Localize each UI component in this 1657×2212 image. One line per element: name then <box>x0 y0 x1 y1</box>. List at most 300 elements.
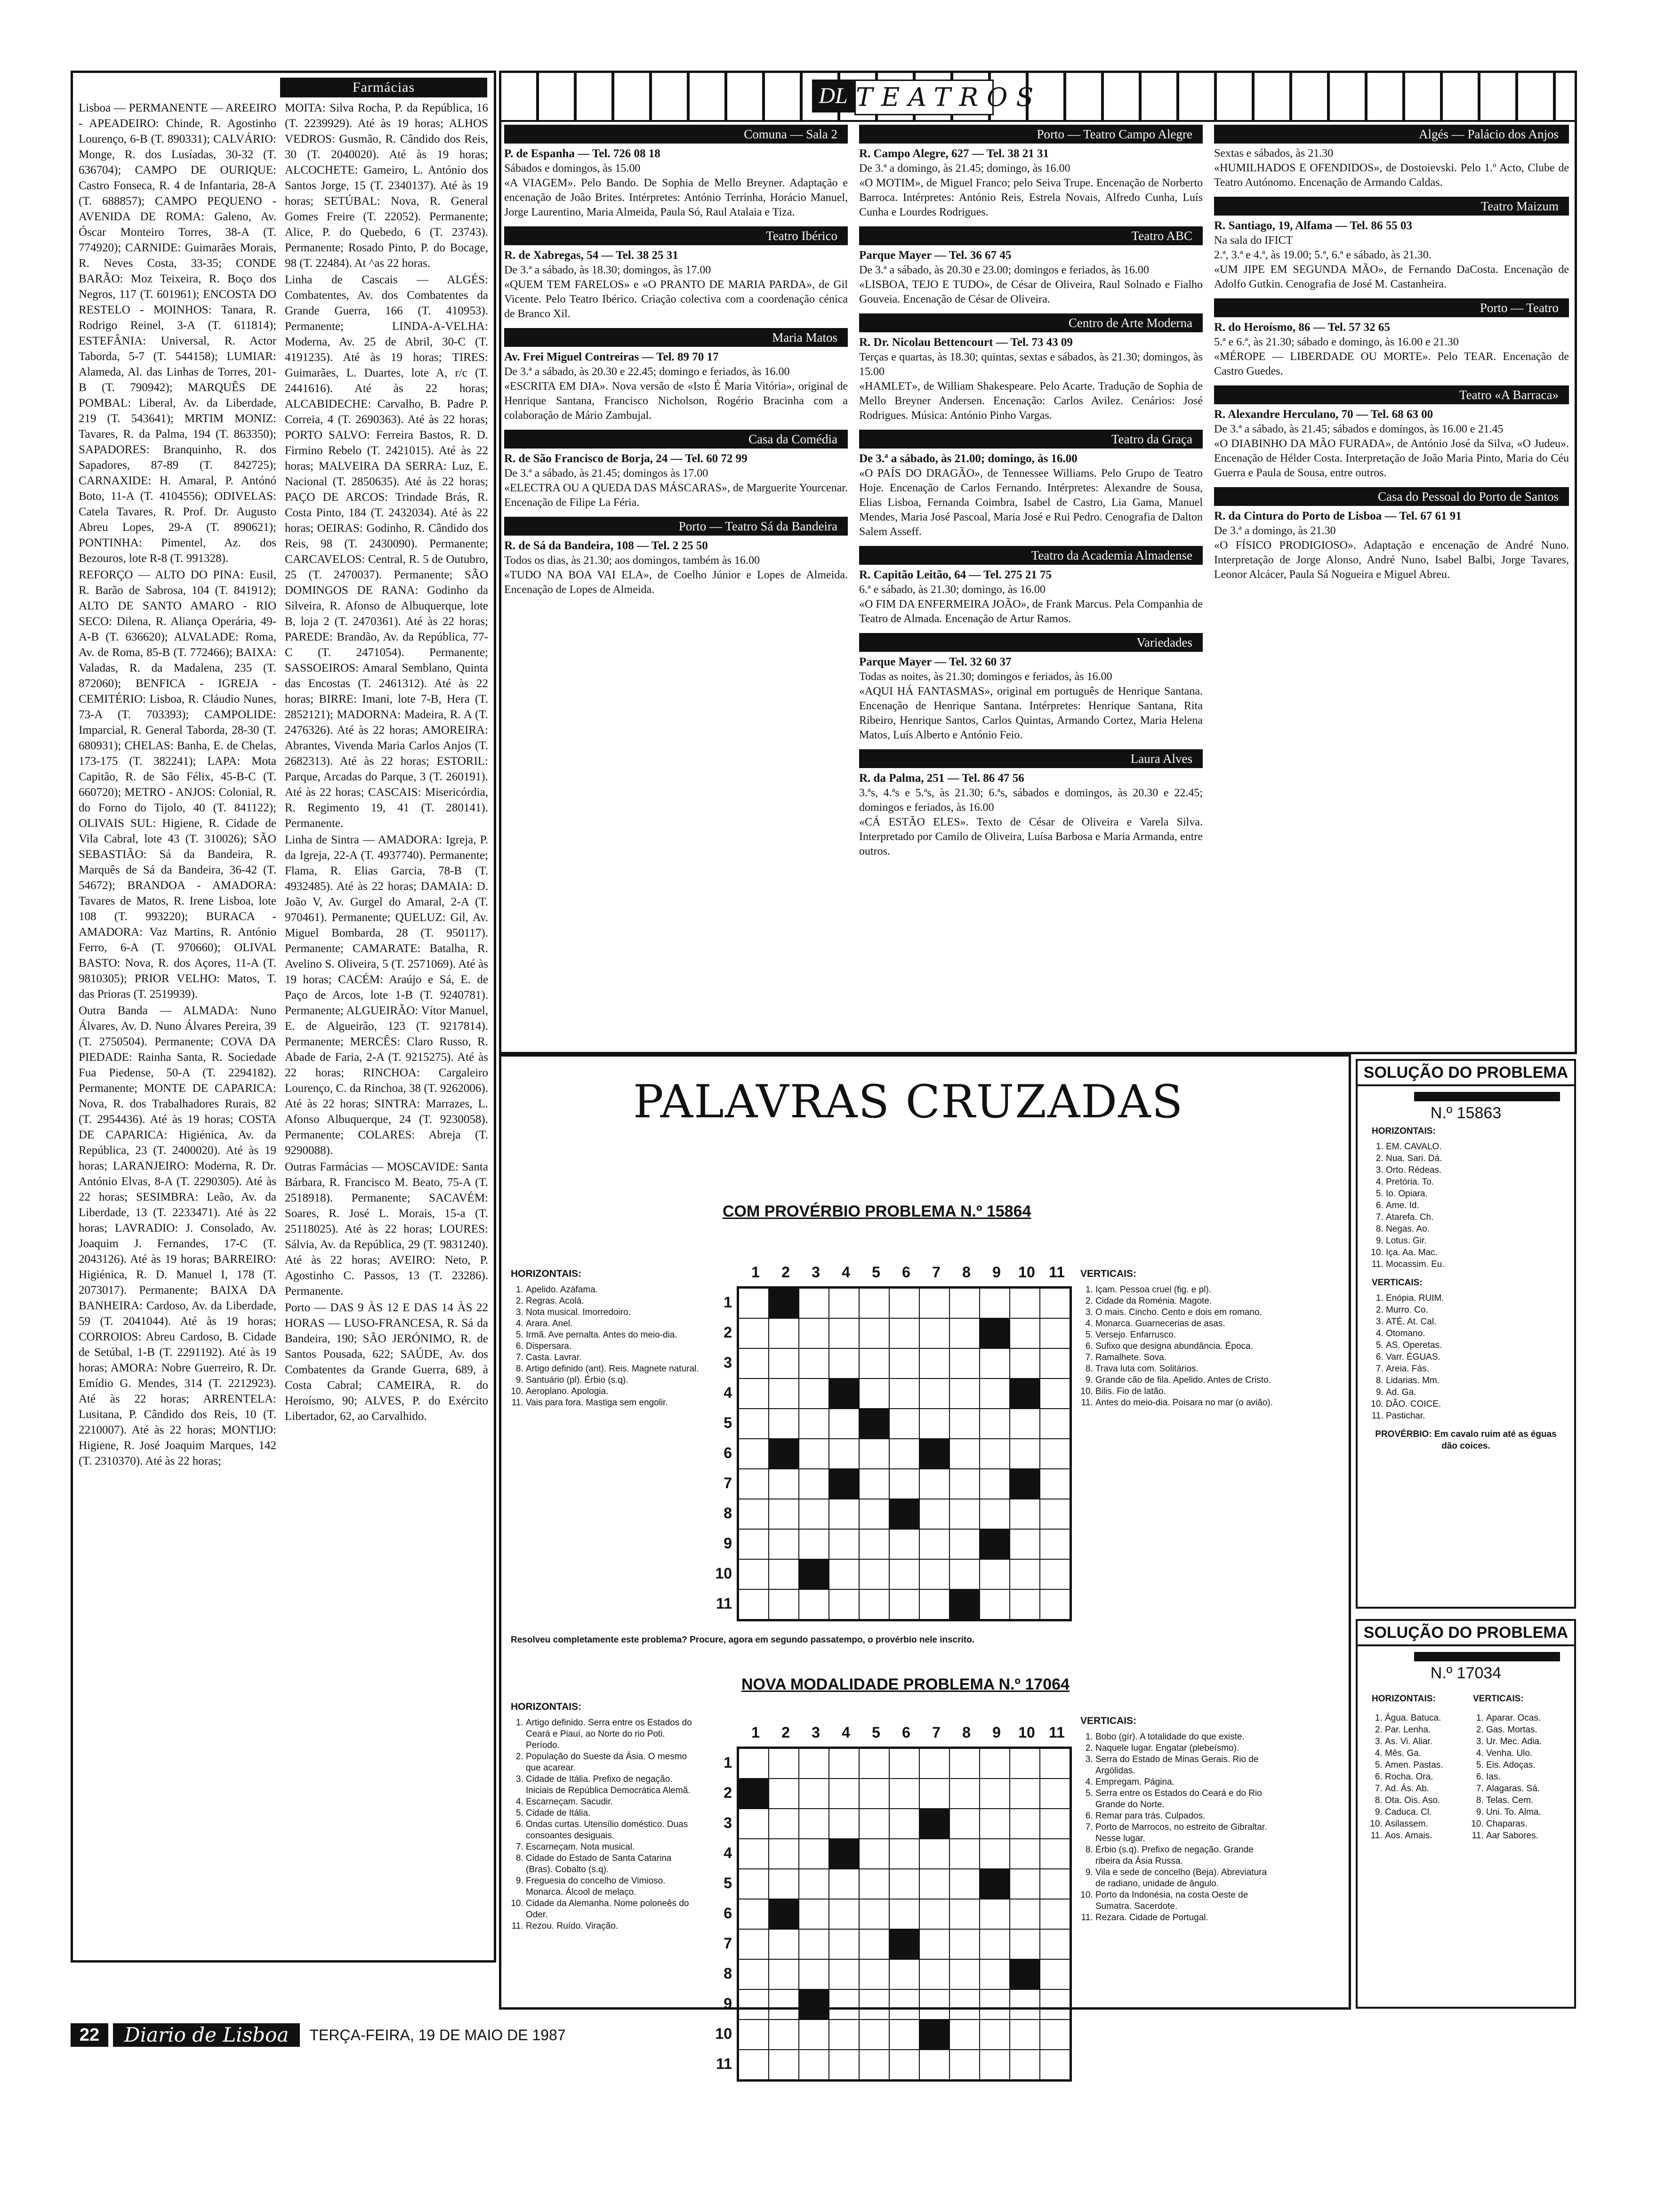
grid-cell <box>889 1288 919 1318</box>
grid-cell <box>889 1589 919 1619</box>
grid-cell <box>799 1899 829 1929</box>
grid-cell <box>949 2050 980 2080</box>
solution-1-title: SOLUÇÃO DO PROBLEMA <box>1358 1061 1574 1086</box>
clue-item: 5. Io. Opiara. <box>1386 1188 1560 1200</box>
grid-cell <box>1010 1288 1040 1318</box>
clue-item: 11. Aar Sabores. <box>1486 1830 1565 1842</box>
grid-cell <box>919 1748 949 1779</box>
theatre-address: R. do Heroísmo, 86 — Tel. 57 32 65 <box>1214 321 1390 334</box>
clue-item: 6. Ias. <box>1486 1771 1565 1783</box>
grid-cell <box>829 1809 859 1839</box>
column-number: 9 <box>992 1724 1001 1741</box>
grid-cell <box>889 1929 919 1959</box>
theatre-address: R. de Xabregas, 54 — Tel. 38 25 31 <box>504 249 678 262</box>
pharmacy-block: Porto — DAS 9 ÀS 12 E DAS 14 ÀS 22 HORAS — LUSO-FRANCESA, R. Sá da Bandeira, 190; SÃO JERÓNIMO, R. de Santos Pousada, 622; SAÚDE, Av. dos Combatentes da Grande Guerra, 689, à Costa Cabral; CAMEIRA, R. do Heroísmo, 90; ALVES, P. do Exército Libertador, 62, ao Carvalhido. <box>285 1301 488 1423</box>
theatre-listing <box>859 430 1203 539</box>
grid-cell <box>980 1469 1010 1499</box>
solution-1-bar <box>1414 1092 1560 1101</box>
grid-cell <box>739 1839 769 1869</box>
grid-cell <box>1040 1288 1070 1318</box>
grid-cell <box>949 2020 980 2050</box>
grid-cell <box>919 1959 949 1989</box>
grid-cell <box>949 1809 980 1839</box>
grid-cell <box>799 1288 829 1318</box>
theatre-name: Porto — Teatro Campo Alegre <box>859 125 1203 144</box>
theatre-listing <box>1214 487 1569 582</box>
column-number: 6 <box>902 1724 910 1741</box>
grid-cell <box>1040 1409 1070 1439</box>
grid-cell <box>769 1748 799 1779</box>
grid-cell <box>919 1989 949 2020</box>
theatre-description: «O PAÍS DO DRAGÃO», de Tennessee Williams. Pelo Grupo de Teatro Hoje. Encenação de Carlos Fernando. Intérpretes: Alexandre de Sousa, Elias Lisboa, Fernanda Coimbra, Isabel de Castro, Lia Gama, Manuel Mendes, Maria José Pascoal, Maria José e Rui Pedro. Cenografia de Dalton Salem Asseff. <box>859 467 1203 538</box>
row-number: 8 <box>724 1505 732 1522</box>
column-number: 7 <box>932 1264 941 1281</box>
grid-cell <box>980 1439 1010 1469</box>
clue-item: 10. Bilis. Fio de latão. <box>1095 1386 1278 1397</box>
problem-1-title: COM PROVÉRBIO PROBLEMA N.º 15864 <box>723 1202 1031 1220</box>
grid-cell <box>769 1869 799 1899</box>
theatre-name: Porto — Teatro Sá da Bandeira <box>504 517 848 536</box>
grid-cell <box>949 1499 980 1529</box>
grid-cell <box>769 1899 799 1929</box>
grid-cell <box>859 1288 889 1318</box>
theatre-listing <box>859 313 1203 423</box>
grid-cell <box>1010 2020 1040 2050</box>
pharmacies-header: Farmácias <box>280 78 487 97</box>
theatre-address: Av. Frei Miguel Contreiras — Tel. 89 70 17 <box>504 351 719 363</box>
clue-item: 3. As. Vi. Aliar. <box>1385 1736 1464 1747</box>
grid-cell <box>769 1989 799 2020</box>
grid-cell <box>739 1899 769 1929</box>
grid-cell <box>739 1409 769 1439</box>
clue-item: 2. Naquele lugar. Engatar (plebeísmo). <box>1095 1743 1278 1754</box>
grid-cell <box>889 1839 919 1869</box>
grid-cell <box>980 1559 1010 1589</box>
theatre-description: De 3.ª a domingo, às 21.45; domingo, às 16.00 «O MOTIM», de Miguel Franco; pelo Seiva Trupe. Encenação de Norberto Barroca. Intérpretes: António Reis, Estrela Novais, Alfredo Cunha, Luís Cunha e Lourdes Rodrigues. <box>859 162 1203 218</box>
grid-cell <box>739 1499 769 1529</box>
grid-cell <box>769 1439 799 1469</box>
grid-cell <box>1040 1559 1070 1589</box>
grid-cell <box>829 2050 859 2080</box>
grid-cell <box>949 1779 980 1809</box>
grid-cell <box>1040 1499 1070 1529</box>
theatre-name: Teatro Maizum <box>1214 197 1569 216</box>
pharmacy-block: Outras Farmácias — MOSCAVIDE: Santa Bárbara, R. Francisco M. Beato, 75-A (T. 2518918). Permanente; SACAVÉM: Soares, R. José L. Morais, 15-a (T. 25118025). Até às 22 horas; LOURES: Sálvia, Av. da República, 29 (T. 9831240). Até às 22 horas; AVEIRO: Neto, P. Agostinho C. Passos, 13 (T. 23286). Permanente. <box>285 1161 488 1298</box>
grid-cell <box>1010 1529 1040 1559</box>
grid-cell <box>980 1959 1010 1989</box>
column-number: 1 <box>751 1264 760 1281</box>
grid-cell <box>859 1409 889 1439</box>
column-number: 11 <box>1049 1724 1065 1741</box>
clue-item: 8. Ota. Ois. Aso. <box>1385 1795 1464 1806</box>
grid-cell <box>889 1318 919 1348</box>
grid-cell <box>919 1809 949 1839</box>
clue-item: 8. Trava luta com. Solitários. <box>1095 1363 1278 1375</box>
clue-item: 2. Gas. Mortas. <box>1486 1724 1565 1736</box>
grid-cell <box>889 2020 919 2050</box>
grid-cell <box>829 1779 859 1809</box>
theatre-name: Teatro da Academia Almadense <box>859 546 1203 565</box>
clue-item: 7. Atarefa. Ch. <box>1386 1211 1560 1223</box>
grid-cell <box>799 1929 829 1959</box>
row-number: 6 <box>724 1905 732 1922</box>
pharmacies-column-2 <box>285 100 488 1425</box>
clue-item: 9. Vila e sede de concelho (Beja). Abreviatura de radiano, unidade de ângulo. <box>1095 1867 1278 1890</box>
grid-cell <box>919 1529 949 1559</box>
theatre-description: De 3.ª a sábado, às 18.30; domingos, às 17.00 «QUEM TEM FARELOS» e «O PRANTO DE MARIA PARDA», de Gil Vicente. Pelo Teatro Ibérico. Criação colectiva com a coordenação cénica de Branco Xil. <box>504 264 848 320</box>
grid-cell <box>889 1529 919 1559</box>
grid-cell <box>980 1899 1010 1929</box>
grid-cell <box>980 1348 1010 1378</box>
grid-cell <box>859 1559 889 1589</box>
grid-cell <box>739 1989 769 2020</box>
clue-item: 1. Artigo definido. Serra entre os Estados do Ceará e Piauí, ao Norte do rio Poti. Período. <box>526 1717 699 1751</box>
grid-cell <box>1040 1869 1070 1899</box>
clue-item: 8. Cidade do Estado de Santa Catarina (Bras). Cobalto (s.q). <box>526 1853 699 1875</box>
page-footer <box>71 2020 566 2050</box>
grid-cell <box>1010 1959 1040 1989</box>
row-number: 1 <box>724 1294 732 1311</box>
pharmacy-block: Linha de Sintra — AMADORA: Igreja, P. da Igreja, 22-A (T. 4937740). Permanente; Flama, R. Elias Garcia, 78-B (T. 4932485). Até às 22 horas; DAMAIA: D. João V, Av. Gurgel do Amaral, 2-A (T. 970461). Permanente; QUELUZ: Gil, Av. Miguel Bombarda, 28 (T. 950117). Permanente; CAMARATE: Batalha, R. Avelino S. Oliveira, 5 (T. 2571069). Até às 19 horas; CACÉM: Araújo e Sá, E. de Paço de Arcos, lote 1-B (T. 9240781). Permanente; ALGUEIRÃO: Vítor Manuel, E. de Algueirão, 123 (T. 9217814). Permanente; MERCÊS: Claro Russo, R. Abade de Faria, 2-A (T. 9215275). Até às 22 horas; RINCHOA: Cargaleiro Lourenço, C. da Rinchoa, 38 (T. 9262006). Até às 22 horas; SINTRA: Marrazes, L. Afonso Albuquerque, 24 (T. 9230058). Permanente; COLARES: Abreja (T. 9290088). <box>285 834 488 1157</box>
clue-item: 6. Ondas curtas. Utensílio doméstico. Duas consoantes desiguais. <box>526 1819 699 1842</box>
clue-item: 3. ATÉ. At. Cal. <box>1386 1316 1560 1328</box>
theatre-address: R. Alexandre Herculano, 70 — Tel. 68 63 00 <box>1214 408 1433 421</box>
theatre-listing <box>504 328 848 423</box>
grid-cell <box>919 1869 949 1899</box>
theatre-description: De 3.ª a sábado, às 21.45; domingos às 17.00 «ELECTRA OU A QUEDA DAS MÁSCARAS», de Marguerite Yourcenar. Encenação de Filipe La Féria. <box>504 467 848 509</box>
grid-cell <box>919 1348 949 1378</box>
clue-item: 7. Casta. Lavrar. <box>526 1352 699 1363</box>
grid-cell <box>889 1378 919 1409</box>
clue-item: 4. Arara. Anel. <box>526 1318 699 1330</box>
theatres-column-2 <box>859 125 1203 866</box>
grid-cell <box>1010 1839 1040 1869</box>
solution-2-number: N.º 17034 <box>1430 1664 1502 1682</box>
column-number: 5 <box>872 1264 880 1281</box>
grid-cell <box>799 1959 829 1989</box>
clue-item: 10. Porto da Indonésia, na costa Oeste de Sumatra. Sacerdote. <box>1095 1890 1278 1912</box>
clue-item: 7. Areia. Fás. <box>1386 1363 1560 1375</box>
theatre-name: Algés — Palácio dos Anjos <box>1214 125 1569 144</box>
clue-item: 5. Versejo. Enfarrusco. <box>1095 1330 1278 1341</box>
clue-item: 3. Serra do Estado de Minas Gerais. Rio de Argólidas. <box>1095 1754 1278 1777</box>
clue-item: 10. Iça. Aa. Mac. <box>1386 1247 1560 1258</box>
grid-cell <box>799 2020 829 2050</box>
grid-cell <box>949 1529 980 1559</box>
grid-cell <box>919 1779 949 1809</box>
grid-cell <box>919 1378 949 1409</box>
grid-cell <box>1040 1929 1070 1959</box>
grid-cell <box>919 1288 949 1318</box>
clue-item: 5. Amen. Pastas. <box>1385 1759 1464 1771</box>
grid-cell <box>1010 1469 1040 1499</box>
grid-cell <box>769 1929 799 1959</box>
grid-cell <box>980 2020 1010 2050</box>
row-number: 4 <box>724 1384 732 1401</box>
grid-cell <box>889 1439 919 1469</box>
theatre-address: R. Santiago, 19, Alfama — Tel. 86 55 03 <box>1214 219 1412 232</box>
solution-17034 <box>1356 1619 1576 2009</box>
problem-1-grid <box>737 1286 1072 1621</box>
grid-cell <box>829 1378 859 1409</box>
grid-cell <box>859 1899 889 1929</box>
grid-cell <box>859 1529 889 1559</box>
solution-2-body: HORIZONTAIS: 1. Água. Batuca. 2. Par. Lenha. 3. As. Vi. Aliar. 4. Mês. Ga. 5. Amen. Pastas. 6. Rocha. Ora. 7. Ad. Ás. Ab. 8. Ota. Ois. Aso. 9. Caduca. Cl. 10. Asilassem. 11. Aos. Amais. VERTICAIS: 1. Aparar. Ocas. 2. Gas. Mortas. 3. Ur. Mec. Adia. 4. Venha. Ulo. 5. Eis. Adoças. 6. Ias. 7. Alagaras. Sá. 8. Telas. Cem. 9. Uni. To. Alma. 10. Chaparas. 11. Aar Sabores. <box>1358 1685 1574 1849</box>
grid-cell <box>919 1839 949 1869</box>
clue-item: 6. Sufixo que designa abundância. Época. <box>1095 1341 1278 1352</box>
grid-cell <box>980 1989 1010 2020</box>
theatre-listing <box>504 125 848 220</box>
grid-cell <box>919 1318 949 1348</box>
problem-2-grid <box>737 1747 1072 2082</box>
grid-cell <box>919 1499 949 1529</box>
grid-cell <box>739 2020 769 2050</box>
clue-item: 4. Venha. Ulo. <box>1486 1747 1565 1759</box>
grid-cell <box>829 1559 859 1589</box>
grid-cell <box>829 1318 859 1348</box>
solution-1-body: HORIZONTAIS: 1. EM. CAVALO. 2. Nua. Sari. Dá. 3. Orto. Rédeas. 4. Pretória. To. 5. Io. Opiara. 6. Ame. Id. 7. Atarefa. Ch. 8. Negas. Ao. 9. Lotus. Gir. 10. Iça. Aa. Mac. 11. Mocassim. Eu. VERTICAIS: 1. Enópia. RUIM. 2. Murro. Co. 3. ATÉ. At. Cal. 4. Otomano. 5. AS. Operetas. 6. Varr. ÉGUAS. 7. Areia. Fás. 8. Lidarias. Mm. 9. Ad. Ga. 10. DÃO. COICE. 11. Pastichar. PROVÉRBIO: Em cavalo ruim até as éguas dão coices. <box>1358 1125 1574 1452</box>
clue-item: 5. Irmã. Ave pernalta. Antes do meio-dia. <box>526 1330 699 1341</box>
grid-cell <box>859 1589 889 1619</box>
theatre-address: R. Dr. Nicolau Bettencourt — Tel. 73 43 09 <box>859 336 1073 349</box>
grid-cell <box>829 1748 859 1779</box>
grid-cell <box>1010 1869 1040 1899</box>
grid-cell <box>889 1469 919 1499</box>
grid-cell <box>1040 1959 1070 1989</box>
problem-2-column-numbers <box>740 1724 1072 1741</box>
clue-item: 2. Murro. Co. <box>1386 1304 1560 1316</box>
grid-cell <box>1040 1899 1070 1929</box>
clue-item: 9. Uni. To. Alma. <box>1486 1806 1565 1818</box>
grid-cell <box>1010 1409 1040 1439</box>
grid-cell <box>799 1409 829 1439</box>
masthead: Diario de Lisboa <box>113 2023 300 2047</box>
grid-cell <box>1010 1378 1040 1409</box>
clue-item: 4. Mês. Ga. <box>1385 1747 1464 1759</box>
clue-item: 11. Rezara. Cidade de Portugal. <box>1095 1912 1278 1923</box>
clue-item: 10. Chaparas. <box>1486 1818 1565 1830</box>
clue-item: 2. Cidade da Roménia. Magote. <box>1095 1296 1278 1307</box>
column-number: 2 <box>781 1724 790 1741</box>
clue-item: 5. Cidade de Itália. <box>526 1808 699 1819</box>
grid-cell <box>980 1378 1010 1409</box>
grid-cell <box>1040 1318 1070 1348</box>
grid-cell <box>739 2050 769 2080</box>
grid-cell <box>980 1779 1010 1809</box>
clue-item: 7. Ramalhete. Sova. <box>1095 1352 1278 1363</box>
grid-cell <box>799 1839 829 1869</box>
clue-item: 9. Grande cão de fila. Apelido. Antes de Cristo. <box>1095 1375 1278 1386</box>
grid-cell <box>739 1929 769 1959</box>
theatre-description: De 3.ª a domingo, às 21.30 «O FÍSICO PRODIGIOSO». Adaptação e encenação de André Nuno. Interpretação de Jorge Alonso, André Nuno, Isabel Balbi, Jorge Tavares, Leonor Alcácer, Paula Sá Nogueira e Miguel Abreu. <box>1214 525 1569 581</box>
grid-cell <box>739 1469 769 1499</box>
grid-cell <box>1010 1748 1040 1779</box>
grid-cell <box>1010 1899 1040 1929</box>
clue-item: 1. Içam. Pessoa cruel (fig. e pl). <box>1095 1284 1278 1296</box>
column-number: 4 <box>842 1264 850 1281</box>
row-number: 4 <box>724 1844 732 1861</box>
grid-cell <box>949 1378 980 1409</box>
row-number: 3 <box>724 1354 732 1371</box>
clue-item: 9. Ad. Ga. <box>1386 1387 1560 1398</box>
theatre-listing <box>859 749 1203 859</box>
clue-item: 5. Serra entre os Estados do Ceará e do Rio Grande do Norte. <box>1095 1788 1278 1811</box>
grid-cell <box>769 1469 799 1499</box>
grid-cell <box>859 1439 889 1469</box>
clue-item: 5. AS. Operetas. <box>1386 1339 1560 1351</box>
grid-cell <box>949 1559 980 1589</box>
grid-cell <box>949 1839 980 1869</box>
clue-item: 11. Vais para fora. Mastiga sem engolir. <box>526 1397 699 1409</box>
clue-item: 1. Aparar. Ocas. <box>1486 1712 1565 1724</box>
clue-item: 3. Ur. Mec. Adia. <box>1486 1736 1565 1747</box>
theatre-listing <box>859 633 1203 743</box>
grid-cell <box>739 1378 769 1409</box>
grid-cell <box>1040 1529 1070 1559</box>
theatre-name: Teatro «A Barraca» <box>1214 385 1569 404</box>
clue-item: 10. Cidade da Alemanha. Nome poloneês do Oder. <box>526 1898 699 1921</box>
theatre-name: Maria Matos <box>504 328 848 347</box>
grid-cell <box>919 1589 949 1619</box>
grid-cell <box>799 1378 829 1409</box>
grid-cell <box>1010 1499 1040 1529</box>
grid-cell <box>799 1499 829 1529</box>
grid-cell <box>889 1348 919 1378</box>
grid-cell <box>1040 2050 1070 2080</box>
grid-cell <box>739 1779 769 1809</box>
grid-cell <box>829 1589 859 1619</box>
row-number: 6 <box>724 1444 732 1461</box>
grid-cell <box>949 1899 980 1929</box>
row-number: 7 <box>724 1935 732 1952</box>
pharmacies-section <box>71 71 496 1963</box>
grid-cell <box>1010 1929 1040 1959</box>
grid-cell <box>949 1989 980 2020</box>
clue-item: 11. Pastichar. <box>1386 1410 1560 1422</box>
grid-cell <box>769 1409 799 1439</box>
theatre-address: P. de Espanha — Tel. 726 08 18 <box>504 147 660 160</box>
grid-cell <box>1010 1439 1040 1469</box>
column-number: 11 <box>1049 1264 1065 1281</box>
grid-cell <box>739 1529 769 1559</box>
clue-item: 6. Dispersara. <box>526 1341 699 1352</box>
theatre-description: De 3.ª a sábado, às 20.30 e 22.45; domingo e feriados, às 16.00 «ESCRITA EM DIA». Nova versão de «Isto É Maria Vitória», original de Henrique Santana, Francisco Nicholson, Rogério Bracinha com a colaboração de Mário Zambujal. <box>504 366 848 422</box>
problem-2-horizontal-clues: HORIZONTAIS: 1. Artigo definido. Serra entre os Estados do Ceará e Piauí, ao Norte do rio Poti. Período. 2. População do Sueste da Ásia. O mesmo que acarear. 3. Cidade de Itália. Prefixo de negação. Iniciais de República Democrática Alemã. 4. Escarneçam. Sacudir. 5. Cidade de Itália. 6. Ondas curtas. Utensílio doméstico. Duas consoantes desiguais. 7. Escarneçam. Nota musical. 8. Cidade do Estado de Santa Catarina (Bras). Cobalto (s.q). 9. Freguesia do concelho de Vimioso. Monarca. Álcool de melaço. 10. Cidade da Alemanha. Nome poloneês do Oder. 11. Rezou. Ruído. Viração. <box>511 1701 699 1932</box>
grid-cell <box>980 1869 1010 1899</box>
column-number: 6 <box>902 1264 910 1281</box>
problem-1-horizontal-clues: HORIZONTAIS: 1. Apelido. Azáfama. 2. Regras. Acolá. 3. Nota musical. Imorredoiro. 4. Arara. Anel. 5. Irmã. Ave pernalta. Antes do meio-dia. 6. Dispersara. 7. Casta. Lavrar. 8. Artigo definido (ant). Reis. Magnete natural. 9. Santuário (pl). Érbio (s.q). 10. Aeroplano. Apologia. 11. Vais para fora. Mastiga sem engolir. <box>511 1268 699 1409</box>
clue-item: 11. Rezou. Ruído. Viração. <box>526 1921 699 1932</box>
pharmacy-block: Linha de Cascais — ALGÉS: Combatentes, Av. dos Combatentes da Grande Guerra, 166 (T. 410953). Permanente; LINDA-A-VELHA: Moderna, Av. 25 de Abril, 30-C (T. 4191235). Até às 19 horas; TIRES: Guimarães, L. Duartes, lote A, r/c (T. 2441616). Até às 22 horas; ALCABIDECHE: Carvalho, B. Padre P. Correia, 4 (T. 2690363). Até às 22 horas; PORTO SALVO: Ferreira Bastos, R. D. Firmino Rebelo (T. 2421015). Até às 22 horas; MALVEIRA DA SERRA: Luz, E. Nacional (T. 2850635). Até às 22 horas; PAÇO DE ARCOS: Trindade Brás, R. Costa Pinto, 184 (T. 2432034). Até às 22 horas; OEIRAS: Godinho, R. Cândido dos Reis, 98 (T. 2430090). Permanente; CARCAVELOS: Central, R. 5 de Outubro, 25 (T. 2470037). Permanente; SÃO DOMINGOS DE RANA: Godinho da Silveira, R. Afonso de Albuquerque, lote B, loja 2 (T. 2470361). Até às 22 horas; PAREDE: Brandão, Av. da República, 77-C (T. 2471054). Permanente; SASSOEIROS: Amaral Semblano, Quinta das Encostas (T. 2461312). Até às 22 horas; BIRRE: Imani, lote 7-B, Hera (T. 2852121); MADORNA: Madeira, R. A (T. 2476326). Até às 22 horas; AMOREIRA: Abrantes, Vivenda Maria Carlos Anjos (T. 2682313). Até às 22 horas; ESTORIL: Parque, Arcadas do Parque, 3 (T. 260191). Até às 22 horas; CASCAIS: Misericórdia, R. Regimento 19, 41 (T. 280141). Permanente. <box>285 273 488 830</box>
theatre-name: Porto — Teatro <box>1214 298 1569 317</box>
theatre-description: De 3.ª a sábado, às 21.45; sábados e domingos, às 16.00 e 21.45 «O DIABINHO DA MÃO FURADA», de António José da Silva, «O Judeu». Encenação de Hélder Costa. Interpretação de João Maria Pinto, Maria do Céu Guerra e Paula de Sousa, entre outros. <box>1214 423 1569 479</box>
grid-cell <box>859 1348 889 1378</box>
clue-item: 10. Asilassem. <box>1385 1818 1464 1830</box>
clue-item: 4. Monarca. Guarnecerias de asas. <box>1095 1318 1278 1330</box>
theatres-title: TEATROS <box>854 80 994 115</box>
row-number: 5 <box>724 1875 732 1891</box>
grid-cell <box>829 1929 859 1959</box>
clue-item: 1. EM. CAVALO. <box>1386 1141 1560 1153</box>
clue-item: 7. Ad. Ás. Ab. <box>1385 1783 1464 1795</box>
grid-cell <box>859 1748 889 1779</box>
grid-cell <box>1010 1779 1040 1809</box>
column-number: 3 <box>812 1264 820 1281</box>
solution-2-bar <box>1414 1652 1560 1661</box>
grid-cell <box>1040 1839 1070 1869</box>
clue-item: 8. Érbio (s.q). Prefixo de negação. Grande ribeira da Ásia Russa. <box>1095 1844 1278 1867</box>
row-number: 5 <box>724 1414 732 1431</box>
theatre-description: 6.ª e sábado, às 21.30; domingo, às 16.00 «O FIM DA ENFERMEIRA JOÃO», de Frank Marcus. Pela Companhia de Teatro de Almada. Encenação de Artur Ramos. <box>859 584 1203 625</box>
grid-cell <box>889 1989 919 2020</box>
grid-cell <box>769 1809 799 1839</box>
theatre-address: Parque Mayer — Tel. 32 60 37 <box>859 656 1012 668</box>
grid-cell <box>829 1839 859 1869</box>
pharmacies-column-1 <box>79 100 276 1470</box>
clue-item: 9. Caduca. Cl. <box>1385 1806 1464 1818</box>
grid-cell <box>769 1529 799 1559</box>
grid-cell <box>859 1869 889 1899</box>
column-number: 1 <box>751 1724 760 1741</box>
grid-cell <box>769 1959 799 1989</box>
grid-cell <box>919 1929 949 1959</box>
grid-cell <box>980 1809 1010 1839</box>
grid-cell <box>980 1529 1010 1559</box>
grid-cell <box>739 1959 769 1989</box>
grid-cell <box>799 1809 829 1839</box>
theatre-description: De 3.ª a sábado, às 20.30 e 23.00; domingos e feriados, às 16.00 «LISBOA, TEJO E TUDO», de César de Oliveira, Raul Solnado e Fialho Gouveia. Encenação de César de Oliveira. <box>859 264 1203 305</box>
grid-cell <box>949 1748 980 1779</box>
theatre-address: De 3.ª a sábado, às 21.00; domingo, às 16.00 <box>859 452 1078 465</box>
column-number: 3 <box>812 1724 820 1741</box>
grid-cell <box>889 1809 919 1839</box>
column-number: 10 <box>1018 1724 1035 1741</box>
theatre-address: R. Capitão Leitão, 64 — Tel. 275 21 75 <box>859 569 1052 581</box>
dl-logo: DL <box>812 80 854 112</box>
grid-cell <box>1040 1348 1070 1378</box>
row-number: 1 <box>724 1754 732 1771</box>
grid-cell <box>889 1959 919 1989</box>
grid-cell <box>739 1559 769 1589</box>
pharmacy-block: MOITA: Silva Rocha, P. da República, 16 (T. 2239929). Até às 19 horas; ALHOS VEDROS: Gusmão, R. Cândido dos Reis, 30 (T. 2040020). Até às 19 horas; ALCOCHETE: Gameiro, L. António dos Santos Jorge, 15 (T. 2340137). Até às 19 horas; SETÚBAL: Nova, R. General Gomes Freire (T. 22052). Permanente; Alice, P. do Quebedo, 6 (T. 23743). Permanente; Rosado Pinto, P. do Bocage, 98 (T. 22484). At ^as 22 horas. <box>285 102 488 270</box>
theatres-column-1 <box>504 125 848 604</box>
clue-item: 8. Lidarias. Mm. <box>1386 1375 1560 1387</box>
grid-cell <box>1010 2050 1040 2080</box>
grid-cell <box>949 1439 980 1469</box>
theatre-address: R. de São Francisco de Borja, 24 — Tel. 60 72 99 <box>504 452 748 465</box>
clue-item: 9. Lotus. Gir. <box>1386 1235 1560 1247</box>
clue-item: 8. Artigo definido (ant). Reis. Magnete natural. <box>526 1363 699 1375</box>
grid-cell <box>1010 1589 1040 1619</box>
pharmacy-block: Lisboa — PERMANENTE — AREEIRO - APEADEIRO: Chinde, R. Agostinho Lourenço, 6-B (T. 890331); CALVÁRIO: Monge, R. dos Lusíadas, 30-32 (T. 636704); CAMPO DE OURIQUE: Castro Fonseca, R. 4 de Infantaria, 28-A (T. 688857); CAMPO PEQUENO - AVENIDA DE ROMA: Galeno, Av. Óscar Monteiro Torres, 38-A (T. 774920); CARNIDE: Guimarães Morais, R. Neves Costa, 33-35; CONDE BARÃO: Moz Teixeira, R. Boço dos Negros, 117 (T. 601961); ENCOSTA DO RESTELO - MOINHOS: Tanara, R. Rodrigo Reinel, 3-A (T. 611814); ESTEFÂNIA: Universal, R. Actor Taborda, 5-7 (T. 544158); LUMIAR: Alameda, Al. das Linhas de Torres, 201-B (T. 790942); MARQUÊS DE POMBAL: Liberal, Av. da Liberdade, 219 (T. 543641); MRTIM MONIZ: Tavares, R. da Palma, 194 (T. 863350); SAPADORES: Branquinho, R. dos Sapadores, 87-89 (T. 842725); CARNAXIDE: H. Amaral, P. Antónó Boto, 11-A (T. 4104556); ODIVELAS: Catela Tavares, R. Prof. Dr. Augusto Abreu Lopes, 29-A (T. 890621); PONTINHA: Pimentel, Az. dos Bezouros, lote R-8 (T. 991328). <box>79 102 276 565</box>
problem-2-vertical-clues: VERTICAIS: 1. Bobo (gír). A totalidade do que existe. 2. Naquele lugar. Engatar (plebeísmo). 3. Serra do Estado de Minas Gerais. Rio de Argólidas. 4. Empregam. Página. 5. Serra entre os Estados do Ceará e do Rio Grande do Norte. 6. Remar para trás. Culpados. 7. Porto de Marrocos, no estreito de Gibraltar. Nesse lugar. 8. Érbio (s.q). Prefixo de negação. Grande ribeira da Ásia Russa. 9. Vila e sede de concelho (Beja). Abreviatura de radiano, unidade de ângulo. 10. Porto da Indonésia, na costa Oeste de Sumatra. Sacerdote. 11. Rezara. Cidade de Portugal. <box>1080 1715 1278 1923</box>
column-number: 9 <box>992 1264 1001 1281</box>
grid-cell <box>859 1959 889 1989</box>
grid-cell <box>859 1499 889 1529</box>
grid-cell <box>1040 1809 1070 1839</box>
grid-cell <box>859 1839 889 1869</box>
clue-item: 3. Nota musical. Imorredoiro. <box>526 1307 699 1318</box>
clue-item: 4. Empregam. Página. <box>1095 1777 1278 1788</box>
clue-item: 9. Santuário (pl). Érbio (s.q). <box>526 1375 699 1386</box>
grid-cell <box>859 1378 889 1409</box>
column-number: 4 <box>842 1724 850 1741</box>
theatre-description: 5.ª e 6.ª, às 21.30; sábado e domingo, às 16.00 e 21.30 «MÉROPE — LIBERDADE OU MORTE». Pelo TEAR. Encenação de Castro Guedes. <box>1214 336 1569 377</box>
column-number: 8 <box>962 1724 971 1741</box>
clue-item: 9. Freguesia do concelho de Vimioso. Monarca. Álcool de melaço. <box>526 1875 699 1898</box>
grid-cell <box>980 1288 1010 1318</box>
grid-cell <box>949 1318 980 1348</box>
